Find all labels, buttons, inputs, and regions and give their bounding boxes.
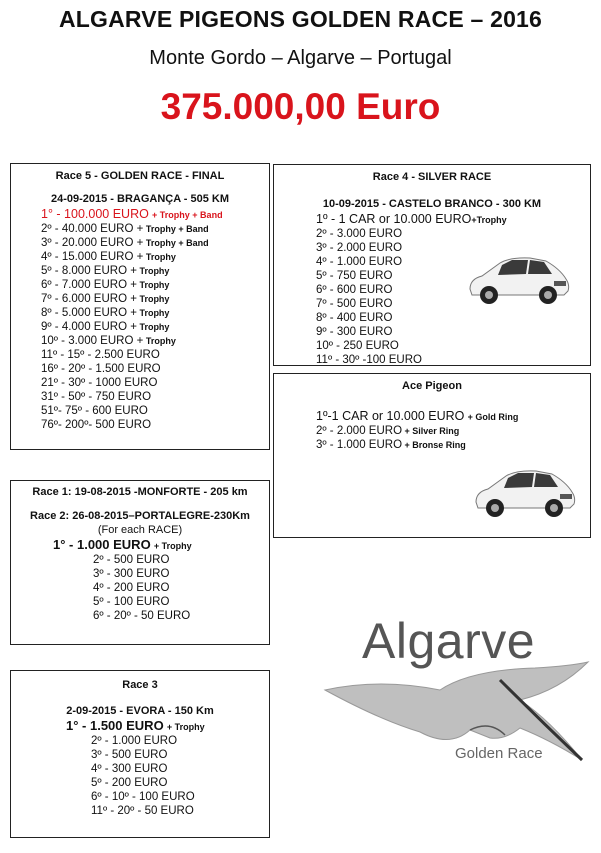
prize-line: 76º- 200º- 500 EURO <box>41 419 152 431</box>
prize-line: 8º - 5.000 EURO + Trophy <box>41 307 170 319</box>
prize-line: 4º - 300 EURO <box>91 763 168 775</box>
prize-line: 51º- 75º - 600 EURO <box>41 405 148 417</box>
prize-line: 4º - 200 EURO <box>93 582 170 594</box>
race1-2-box <box>10 480 270 645</box>
prize-line: 4º - 1.000 EURO <box>316 256 403 268</box>
prize-line: 31º - 50º - 750 EURO <box>41 391 152 403</box>
prize-line: 10º - 3.000 EURO + Trophy <box>41 335 176 347</box>
prize-line: 11º - 15º - 2.500 EURO <box>41 349 160 361</box>
race4-date: 10-09-2015 - CASTELO BRANCO - 300 KM <box>322 198 542 210</box>
race5-date: 24-09-2015 - BRAGANÇA - 505 KM <box>50 193 230 205</box>
prize-line: 5º - 750 EURO <box>316 270 393 282</box>
ace-title: Ace Pigeon <box>402 380 462 392</box>
ace-first-prize: 1º-1 CAR or 10.000 EURO + Gold Ring <box>316 409 519 423</box>
logo-tagline: Golden Race <box>455 745 543 762</box>
race5-box <box>10 163 270 450</box>
prize-line: 5º - 8.000 EURO + Trophy <box>41 265 170 277</box>
race2-line: Race 2: 26-08-2015–PORTALEGRE-230Km <box>30 510 250 522</box>
prize-line: 2º - 3.000 EURO <box>316 228 403 240</box>
prize-line: 11º - 20º - 50 EURO <box>91 805 194 817</box>
location-subtitle: Monte Gordo – Algarve – Portugal <box>149 47 452 69</box>
prize-line: 21º - 30º - 1000 EURO <box>41 377 158 389</box>
race4-box <box>273 164 591 366</box>
race3-title: Race 3 <box>122 679 158 691</box>
ace-pigeon-box <box>273 373 591 538</box>
prize-line: 3º - 20.000 EURO + Trophy + Band <box>41 237 209 249</box>
prize-line: 6º - 10º - 100 EURO <box>91 791 195 803</box>
prize-line: 2º - 40.000 EURO + Trophy + Band <box>41 223 209 235</box>
prize-line: 3º - 500 EURO <box>91 749 168 761</box>
prize-line: 6º - 600 EURO <box>316 284 393 296</box>
total-prize: 375.000,00 Euro <box>160 86 441 127</box>
prize-line: 2º - 1.000 EURO <box>91 735 178 747</box>
race5-first-prize: 1° - 100.000 EURO + Trophy + Band <box>41 207 223 221</box>
race1-line: Race 1: 19-08-2015 -MONFORTE - 205 km <box>32 486 248 498</box>
race12-note: (For each RACE) <box>97 524 183 536</box>
prize-line: 3º - 2.000 EURO <box>316 242 403 254</box>
prize-line: 4º - 15.000 EURO + Trophy <box>41 251 176 263</box>
prize-line: 9º - 300 EURO <box>316 326 393 338</box>
car-image <box>464 249 574 309</box>
prize-line: 6º - 7.000 EURO + Trophy <box>41 279 170 291</box>
race12-first-prize: 1° - 1.000 EURO + Trophy <box>53 537 192 552</box>
prize-line: 7º - 500 EURO <box>316 298 393 310</box>
logo-wordmark: Algarve <box>362 613 536 669</box>
race4-first-prize: 1º - 1 CAR or 10.000 EURO+Trophy <box>316 212 507 226</box>
prize-line: 7º - 6.000 EURO + Trophy <box>41 293 170 305</box>
prize-line: 5º - 200 EURO <box>91 777 168 789</box>
page-title: ALGARVE PIGEONS GOLDEN RACE – 2016 <box>58 6 543 32</box>
prize-line: 5º - 100 EURO <box>93 596 170 608</box>
prize-line: 16º - 20º - 1.500 EURO <box>41 363 161 375</box>
race3-box <box>10 670 270 838</box>
prize-line: 6º - 20º - 50 EURO <box>93 610 191 622</box>
race3-first-prize: 1° - 1.500 EURO + Trophy <box>66 718 205 733</box>
prize-line: 2º - 2.000 EURO + Silver Ring <box>316 425 460 437</box>
prize-line: 3º - 1.000 EURO + Bronse Ring <box>316 439 466 451</box>
race3-date: 2-09-2015 - EVORA - 150 Km <box>66 705 214 717</box>
prize-line: 9º - 4.000 EURO + Trophy <box>41 321 170 333</box>
race4-title: Race 4 - SILVER RACE <box>372 171 492 183</box>
prize-line: 8º - 400 EURO <box>316 312 393 324</box>
prize-line: 10º - 250 EURO <box>316 340 399 352</box>
prize-line: 11º - 30º -100 EURO <box>316 354 422 366</box>
prize-line: 3º - 300 EURO <box>93 568 170 580</box>
car-image <box>470 462 580 522</box>
prize-line: 2º - 500 EURO <box>93 554 170 566</box>
race5-title: Race 5 - GOLDEN RACE - FINAL <box>55 170 225 182</box>
